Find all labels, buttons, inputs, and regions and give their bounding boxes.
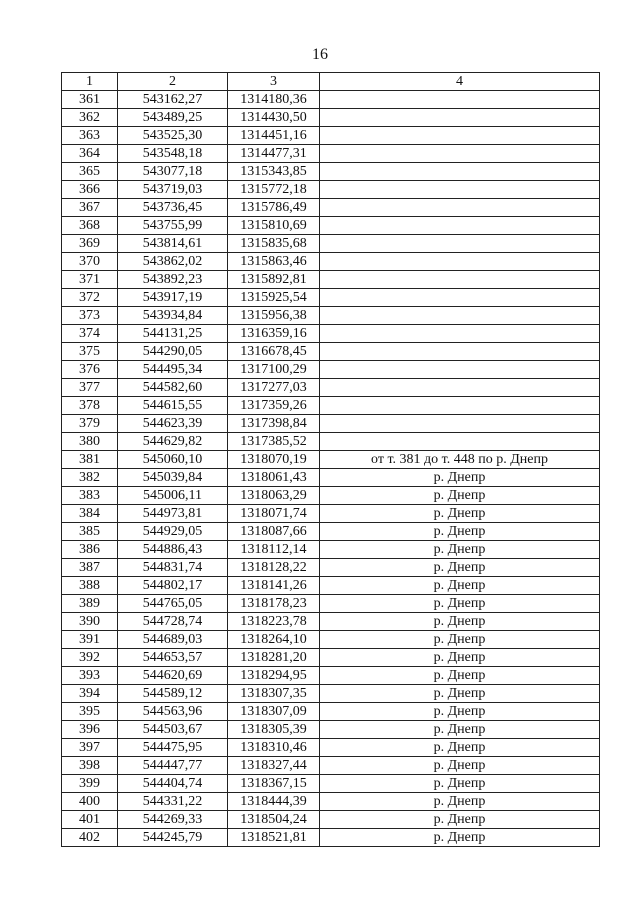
y-coordinate-cell: 1318281,20 — [228, 649, 320, 667]
x-coordinate-cell: 544929,05 — [118, 523, 228, 541]
x-coordinate-cell: 544290,05 — [118, 343, 228, 361]
x-coordinate-cell: 544245,79 — [118, 829, 228, 847]
description-cell — [320, 433, 600, 451]
table-row — [62, 91, 600, 109]
y-coordinate-cell: 1318128,22 — [228, 559, 320, 577]
table-row — [62, 325, 600, 343]
point-number-cell: 386 — [62, 541, 118, 559]
x-coordinate-cell: 544269,33 — [118, 811, 228, 829]
description-cell — [320, 307, 600, 325]
table-row — [62, 811, 600, 829]
table-row — [62, 685, 600, 703]
point-number-cell: 396 — [62, 721, 118, 739]
y-coordinate-cell: 1318305,39 — [228, 721, 320, 739]
point-number-cell: 364 — [62, 145, 118, 163]
x-coordinate-cell: 544620,69 — [118, 667, 228, 685]
y-coordinate-cell: 1317398,84 — [228, 415, 320, 433]
y-coordinate-cell: 1315772,18 — [228, 181, 320, 199]
point-number-cell: 377 — [62, 379, 118, 397]
point-number-cell: 391 — [62, 631, 118, 649]
x-coordinate-cell: 544131,25 — [118, 325, 228, 343]
table-row — [62, 505, 600, 523]
description-cell: от т. 381 до т. 448 по р. Днепр — [320, 451, 600, 469]
x-coordinate-cell: 543719,03 — [118, 181, 228, 199]
y-coordinate-cell: 1318504,24 — [228, 811, 320, 829]
header-col-1: 1 — [62, 73, 118, 91]
y-coordinate-cell: 1318307,35 — [228, 685, 320, 703]
y-coordinate-cell: 1314180,36 — [228, 91, 320, 109]
table-row — [62, 163, 600, 181]
table-row — [62, 595, 600, 613]
table-row — [62, 757, 600, 775]
x-coordinate-cell: 544589,12 — [118, 685, 228, 703]
description-cell — [320, 91, 600, 109]
table-row — [62, 523, 600, 541]
point-number-cell: 400 — [62, 793, 118, 811]
description-cell — [320, 181, 600, 199]
description-cell: р. Днепр — [320, 757, 600, 775]
y-coordinate-cell: 1318071,74 — [228, 505, 320, 523]
table-row — [62, 469, 600, 487]
y-coordinate-cell: 1315956,38 — [228, 307, 320, 325]
x-coordinate-cell: 545060,10 — [118, 451, 228, 469]
point-number-cell: 395 — [62, 703, 118, 721]
point-number-cell: 384 — [62, 505, 118, 523]
header-col-3: 3 — [228, 73, 320, 91]
table-row — [62, 271, 600, 289]
point-number-cell: 363 — [62, 127, 118, 145]
x-coordinate-cell: 543917,19 — [118, 289, 228, 307]
x-coordinate-cell: 544404,74 — [118, 775, 228, 793]
table-row — [62, 289, 600, 307]
point-number-cell: 368 — [62, 217, 118, 235]
x-coordinate-cell: 543489,25 — [118, 109, 228, 127]
header-row — [62, 73, 600, 91]
y-coordinate-cell: 1315892,81 — [228, 271, 320, 289]
description-cell — [320, 325, 600, 343]
point-number-cell: 402 — [62, 829, 118, 847]
y-coordinate-cell: 1317277,03 — [228, 379, 320, 397]
description-cell: р. Днепр — [320, 559, 600, 577]
table-row — [62, 343, 600, 361]
y-coordinate-cell: 1315863,46 — [228, 253, 320, 271]
table-row — [62, 145, 600, 163]
point-number-cell: 387 — [62, 559, 118, 577]
table-row — [62, 739, 600, 757]
description-cell: р. Днепр — [320, 577, 600, 595]
x-coordinate-cell: 544563,96 — [118, 703, 228, 721]
table-row — [62, 361, 600, 379]
description-cell: р. Днепр — [320, 721, 600, 739]
x-coordinate-cell: 544689,03 — [118, 631, 228, 649]
table-row — [62, 127, 600, 145]
x-coordinate-cell: 543525,30 — [118, 127, 228, 145]
y-coordinate-cell: 1318070,19 — [228, 451, 320, 469]
table-row — [62, 577, 600, 595]
table-row — [62, 631, 600, 649]
description-cell — [320, 163, 600, 181]
point-number-cell: 365 — [62, 163, 118, 181]
table-row — [62, 307, 600, 325]
table-row — [62, 775, 600, 793]
table-body — [62, 91, 600, 847]
y-coordinate-cell: 1315786,49 — [228, 199, 320, 217]
table-row — [62, 451, 600, 469]
description-cell — [320, 379, 600, 397]
point-number-cell: 379 — [62, 415, 118, 433]
y-coordinate-cell: 1315835,68 — [228, 235, 320, 253]
description-cell: р. Днепр — [320, 685, 600, 703]
x-coordinate-cell: 544728,74 — [118, 613, 228, 631]
y-coordinate-cell: 1314451,16 — [228, 127, 320, 145]
table-row — [62, 667, 600, 685]
description-cell: р. Днепр — [320, 505, 600, 523]
point-number-cell: 385 — [62, 523, 118, 541]
x-coordinate-cell: 544582,60 — [118, 379, 228, 397]
x-coordinate-cell: 543077,18 — [118, 163, 228, 181]
point-number-cell: 397 — [62, 739, 118, 757]
x-coordinate-cell: 543934,84 — [118, 307, 228, 325]
description-cell: р. Днепр — [320, 667, 600, 685]
y-coordinate-cell: 1315810,69 — [228, 217, 320, 235]
y-coordinate-cell: 1318264,10 — [228, 631, 320, 649]
y-coordinate-cell: 1315343,85 — [228, 163, 320, 181]
point-number-cell: 378 — [62, 397, 118, 415]
description-cell: р. Днепр — [320, 613, 600, 631]
description-cell — [320, 361, 600, 379]
point-number-cell: 382 — [62, 469, 118, 487]
table-row — [62, 541, 600, 559]
point-number-cell: 366 — [62, 181, 118, 199]
x-coordinate-cell: 543162,27 — [118, 91, 228, 109]
table-row — [62, 217, 600, 235]
table-row — [62, 181, 600, 199]
description-cell — [320, 271, 600, 289]
x-coordinate-cell: 543736,45 — [118, 199, 228, 217]
x-coordinate-cell: 544495,34 — [118, 361, 228, 379]
header-col-4: 4 — [320, 73, 600, 91]
y-coordinate-cell: 1318061,43 — [228, 469, 320, 487]
table-row — [62, 415, 600, 433]
description-cell: р. Днепр — [320, 811, 600, 829]
point-number-cell: 373 — [62, 307, 118, 325]
x-coordinate-cell: 544629,82 — [118, 433, 228, 451]
x-coordinate-cell: 543862,02 — [118, 253, 228, 271]
y-coordinate-cell: 1318141,26 — [228, 577, 320, 595]
y-coordinate-cell: 1318521,81 — [228, 829, 320, 847]
point-number-cell: 369 — [62, 235, 118, 253]
point-number-cell: 399 — [62, 775, 118, 793]
x-coordinate-cell: 543892,23 — [118, 271, 228, 289]
y-coordinate-cell: 1318294,95 — [228, 667, 320, 685]
y-coordinate-cell: 1318112,14 — [228, 541, 320, 559]
y-coordinate-cell: 1314477,31 — [228, 145, 320, 163]
y-coordinate-cell: 1318327,44 — [228, 757, 320, 775]
point-number-cell: 362 — [62, 109, 118, 127]
page-number: 16 — [312, 46, 328, 63]
x-coordinate-cell: 544653,57 — [118, 649, 228, 667]
point-number-cell: 376 — [62, 361, 118, 379]
x-coordinate-cell: 543755,99 — [118, 217, 228, 235]
point-number-cell: 392 — [62, 649, 118, 667]
y-coordinate-cell: 1318223,78 — [228, 613, 320, 631]
description-cell: р. Днепр — [320, 469, 600, 487]
description-cell: р. Днепр — [320, 775, 600, 793]
table-row — [62, 253, 600, 271]
point-number-cell: 380 — [62, 433, 118, 451]
point-number-cell: 393 — [62, 667, 118, 685]
description-cell: р. Днепр — [320, 829, 600, 847]
y-coordinate-cell: 1318307,09 — [228, 703, 320, 721]
y-coordinate-cell: 1318178,23 — [228, 595, 320, 613]
table-row — [62, 559, 600, 577]
description-cell: р. Днепр — [320, 649, 600, 667]
table-row — [62, 613, 600, 631]
x-coordinate-cell: 544623,39 — [118, 415, 228, 433]
x-coordinate-cell: 543814,61 — [118, 235, 228, 253]
table-header — [62, 73, 600, 91]
description-cell: р. Днепр — [320, 631, 600, 649]
y-coordinate-cell: 1318367,15 — [228, 775, 320, 793]
table-row — [62, 235, 600, 253]
point-number-cell: 375 — [62, 343, 118, 361]
description-cell: р. Днепр — [320, 541, 600, 559]
y-coordinate-cell: 1318063,29 — [228, 487, 320, 505]
table-row — [62, 433, 600, 451]
description-cell — [320, 397, 600, 415]
table-row — [62, 109, 600, 127]
x-coordinate-cell: 544886,43 — [118, 541, 228, 559]
y-coordinate-cell: 1317100,29 — [228, 361, 320, 379]
point-number-cell: 383 — [62, 487, 118, 505]
point-number-cell: 390 — [62, 613, 118, 631]
description-cell — [320, 343, 600, 361]
description-cell — [320, 235, 600, 253]
x-coordinate-cell: 544447,77 — [118, 757, 228, 775]
x-coordinate-cell: 544973,81 — [118, 505, 228, 523]
description-cell: р. Днепр — [320, 523, 600, 541]
x-coordinate-cell: 543548,18 — [118, 145, 228, 163]
point-number-cell: 370 — [62, 253, 118, 271]
point-number-cell: 381 — [62, 451, 118, 469]
y-coordinate-cell: 1314430,50 — [228, 109, 320, 127]
point-number-cell: 374 — [62, 325, 118, 343]
x-coordinate-cell: 544831,74 — [118, 559, 228, 577]
coordinates-table — [61, 72, 600, 847]
point-number-cell: 389 — [62, 595, 118, 613]
y-coordinate-cell: 1316359,16 — [228, 325, 320, 343]
table-row — [62, 397, 600, 415]
y-coordinate-cell: 1317385,52 — [228, 433, 320, 451]
description-cell — [320, 109, 600, 127]
description-cell — [320, 289, 600, 307]
y-coordinate-cell: 1318310,46 — [228, 739, 320, 757]
table-row — [62, 793, 600, 811]
x-coordinate-cell: 545039,84 — [118, 469, 228, 487]
y-coordinate-cell: 1318087,66 — [228, 523, 320, 541]
header-col-2: 2 — [118, 73, 228, 91]
point-number-cell: 371 — [62, 271, 118, 289]
point-number-cell: 388 — [62, 577, 118, 595]
point-number-cell: 401 — [62, 811, 118, 829]
description-cell — [320, 253, 600, 271]
description-cell: р. Днепр — [320, 703, 600, 721]
x-coordinate-cell: 544802,17 — [118, 577, 228, 595]
description-cell — [320, 127, 600, 145]
point-number-cell: 372 — [62, 289, 118, 307]
point-number-cell: 398 — [62, 757, 118, 775]
x-coordinate-cell: 544331,22 — [118, 793, 228, 811]
table-row — [62, 199, 600, 217]
x-coordinate-cell: 544615,55 — [118, 397, 228, 415]
y-coordinate-cell: 1317359,26 — [228, 397, 320, 415]
x-coordinate-cell: 545006,11 — [118, 487, 228, 505]
table-row — [62, 721, 600, 739]
description-cell: р. Днепр — [320, 487, 600, 505]
table-row — [62, 379, 600, 397]
description-cell: р. Днепр — [320, 739, 600, 757]
point-number-cell: 394 — [62, 685, 118, 703]
description-cell — [320, 145, 600, 163]
description-cell: р. Днепр — [320, 595, 600, 613]
description-cell: р. Днепр — [320, 793, 600, 811]
table-row — [62, 487, 600, 505]
point-number-cell: 361 — [62, 91, 118, 109]
x-coordinate-cell: 544475,95 — [118, 739, 228, 757]
table-row — [62, 703, 600, 721]
description-cell — [320, 199, 600, 217]
point-number-cell: 367 — [62, 199, 118, 217]
table-row — [62, 829, 600, 847]
description-cell — [320, 415, 600, 433]
description-cell — [320, 217, 600, 235]
x-coordinate-cell: 544503,67 — [118, 721, 228, 739]
y-coordinate-cell: 1316678,45 — [228, 343, 320, 361]
y-coordinate-cell: 1315925,54 — [228, 289, 320, 307]
x-coordinate-cell: 544765,05 — [118, 595, 228, 613]
y-coordinate-cell: 1318444,39 — [228, 793, 320, 811]
table-row — [62, 649, 600, 667]
